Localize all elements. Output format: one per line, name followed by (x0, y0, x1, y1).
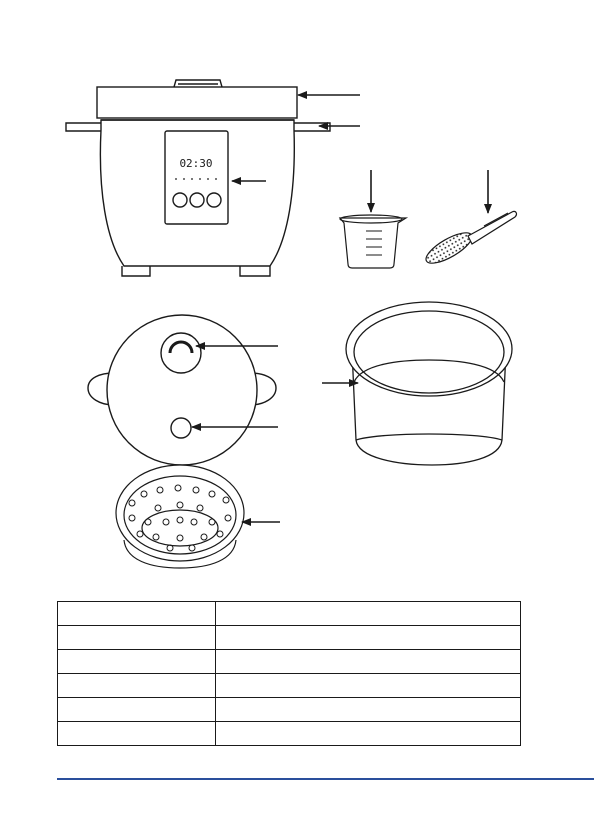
table-row (58, 722, 521, 746)
rice-spoon-icon (422, 211, 516, 268)
part-number-cell (58, 698, 216, 722)
footer-rule (57, 778, 594, 780)
table-row (58, 674, 521, 698)
table-row (58, 650, 521, 674)
lid-icon (88, 315, 276, 465)
part-number-cell (58, 650, 216, 674)
part-name-cell (216, 602, 521, 626)
part-number-cell (58, 602, 216, 626)
part-number-cell (58, 674, 216, 698)
display-time: 02:30 (179, 157, 213, 170)
steamer-basket-icon (116, 465, 244, 568)
part-name-cell (216, 650, 521, 674)
table-row (58, 698, 521, 722)
part-name-cell (216, 698, 521, 722)
table-row (58, 626, 521, 650)
part-name-cell (216, 626, 521, 650)
rice-cooker-icon (66, 80, 330, 276)
part-name-cell (216, 722, 521, 746)
part-name-cell (216, 674, 521, 698)
measuring-cup-icon (340, 215, 406, 268)
part-number-cell (58, 626, 216, 650)
table-row (58, 602, 521, 626)
inner-pot-icon (346, 302, 512, 465)
parts-table (57, 601, 521, 746)
part-number-cell (58, 722, 216, 746)
